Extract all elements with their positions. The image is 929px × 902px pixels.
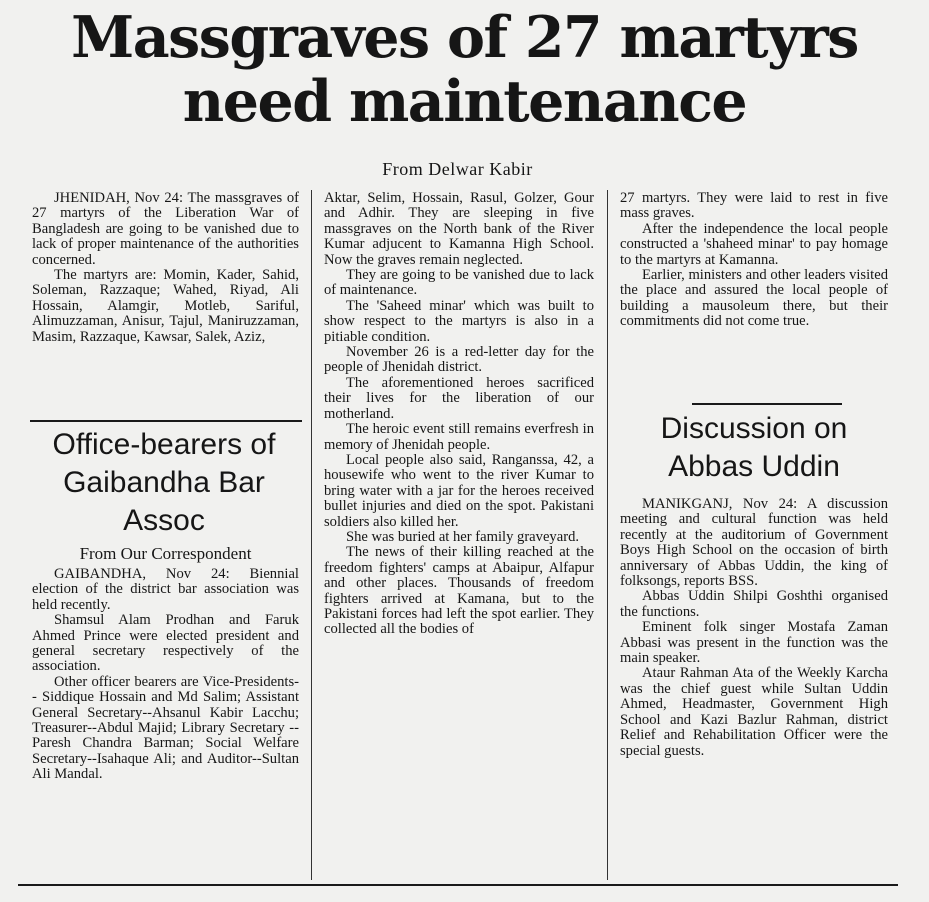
main-story-column-1 (32, 191, 299, 345)
paragraph: The news of their killing reached at the freedom fighters' camps at Abaipur, Alfapur and other places. Thousands of freedom fighters arrived at Kamana, but to the Pakistani forces had left the spot earlier. They collected all the bodies of (324, 544, 594, 638)
main-byline: From Delwar Kabir (382, 159, 533, 179)
paragraph: JHENIDAH, Nov 24: The massgraves of 27 martyrs of the Liberation War of Bangladesh are going to be vanished due to lack of proper maintenance of the authorities concerned. (32, 190, 299, 268)
main-story-column-2 (324, 191, 594, 638)
paragraph: The 'Saheed minar' which was built to show respect to the martyrs is also in a pitiable condition. (324, 297, 594, 345)
divider-left (30, 420, 302, 422)
divider-right (692, 403, 842, 405)
main-headline: Massgraves of 27 martyrs need maintenance (71, 4, 858, 135)
column-rule (311, 190, 312, 880)
paragraph: They are going to be vanished due to lack of maintenance. (324, 267, 594, 299)
paragraph: November 26 is a red-letter day for the people of Jhenidah district. (324, 344, 594, 376)
paragraph: The heroic event still remains everfresh in memory of Jhenidah people. (324, 421, 594, 453)
gaibandha-byline: From Our Correspondent (79, 544, 252, 563)
main-story-column-3 (620, 191, 888, 330)
paragraph: Earlier, ministers and other leaders visited the place and assured the local people of building a mausoleum there, but their commitments did not come true. (620, 267, 888, 330)
paragraph: The martyrs are: Momin, Kader, Sahid, Soleman, Razzaque; Wahed, Riyad, Ali Hossain, Alamgir, Motleb, Sariful, Alimuzzaman, Anisur, Tajul, Maniruzzaman, Masim, Razzaque, Kawsar, Salek, Aziz, (32, 267, 299, 345)
paragraph: 27 martyrs. They were laid to rest in five mass graves. (620, 190, 888, 222)
paragraph: MANIKGANJ, Nov 24: A discussion meeting and cultural function was held recently at the auditorium of Government Boys High School on the occasion of birth anniversary of Abbas Uddin, the king of folksongs, reports BSS. (620, 496, 888, 590)
paragraph: Other officer bearers are Vice-Presidents-- Siddique Hossain and Md Salim; Assistant General Secretary--Ahsanul Kabir Lacchu; Treasurer--Abdul Majid; Library Secretary -- Paresh Chandra Barman; Social Welfare Secretary--Isahaque Ali; and Auditor--Sultan Ali Mandal. (32, 673, 299, 783)
paragraph: Abbas Uddin Shilpi Goshthi organised the functions. (620, 588, 888, 620)
column-rule (607, 190, 608, 880)
gaibandha-story (32, 567, 299, 783)
paragraph: She was buried at her family graveyard. (346, 528, 580, 545)
paragraph: GAIBANDHA, Nov 24: Biennial election of the district bar association was held recently. (32, 566, 299, 613)
abbas-story (620, 497, 888, 759)
bottom-rule (18, 884, 898, 886)
paragraph: Aktar, Selim, Hossain, Rasul, Golzer, Gour and Adhir. They are sleeping in five massgraves on the North bank of the River Kumar adjucent to Kamanna High School. Now the graves remain neglected. (324, 190, 594, 268)
paragraph: Local people also said, Ranganssa, 42, a housewife who went to the river Kumar to bring water with a jar for the heroes received bullet injuries and died on the spot. Pakistani soldiers also killed her. (324, 451, 594, 530)
abbas-headline: Discussion on Abbas Uddin (660, 412, 848, 483)
gaibandha-headline: Office-bearers of Gaibandha Bar Assoc (52, 428, 276, 537)
paragraph: Ataur Rahman Ata of the Weekly Karcha was the chief guest while Sultan Uddin Ahmed, Headmaster, Government High School and Kazi Bazlur Rahman, district Relief and Rehabilitation Officer were the special guests. (620, 665, 888, 759)
paragraph: Eminent folk singer Mostafa Zaman Abbasi was present in the function was the main speaker. (620, 619, 888, 667)
paragraph: The aforementioned heroes sacrificed their lives for the liberation of our motherland. (324, 374, 594, 422)
paragraph: Shamsul Alam Prodhan and Faruk Ahmed Prince were elected president and general secretary respectively of the association. (32, 612, 299, 675)
paragraph: After the independence the local people constructed a 'shaheed minar' to pay homage to the martyrs at Kamanna. (620, 220, 888, 268)
